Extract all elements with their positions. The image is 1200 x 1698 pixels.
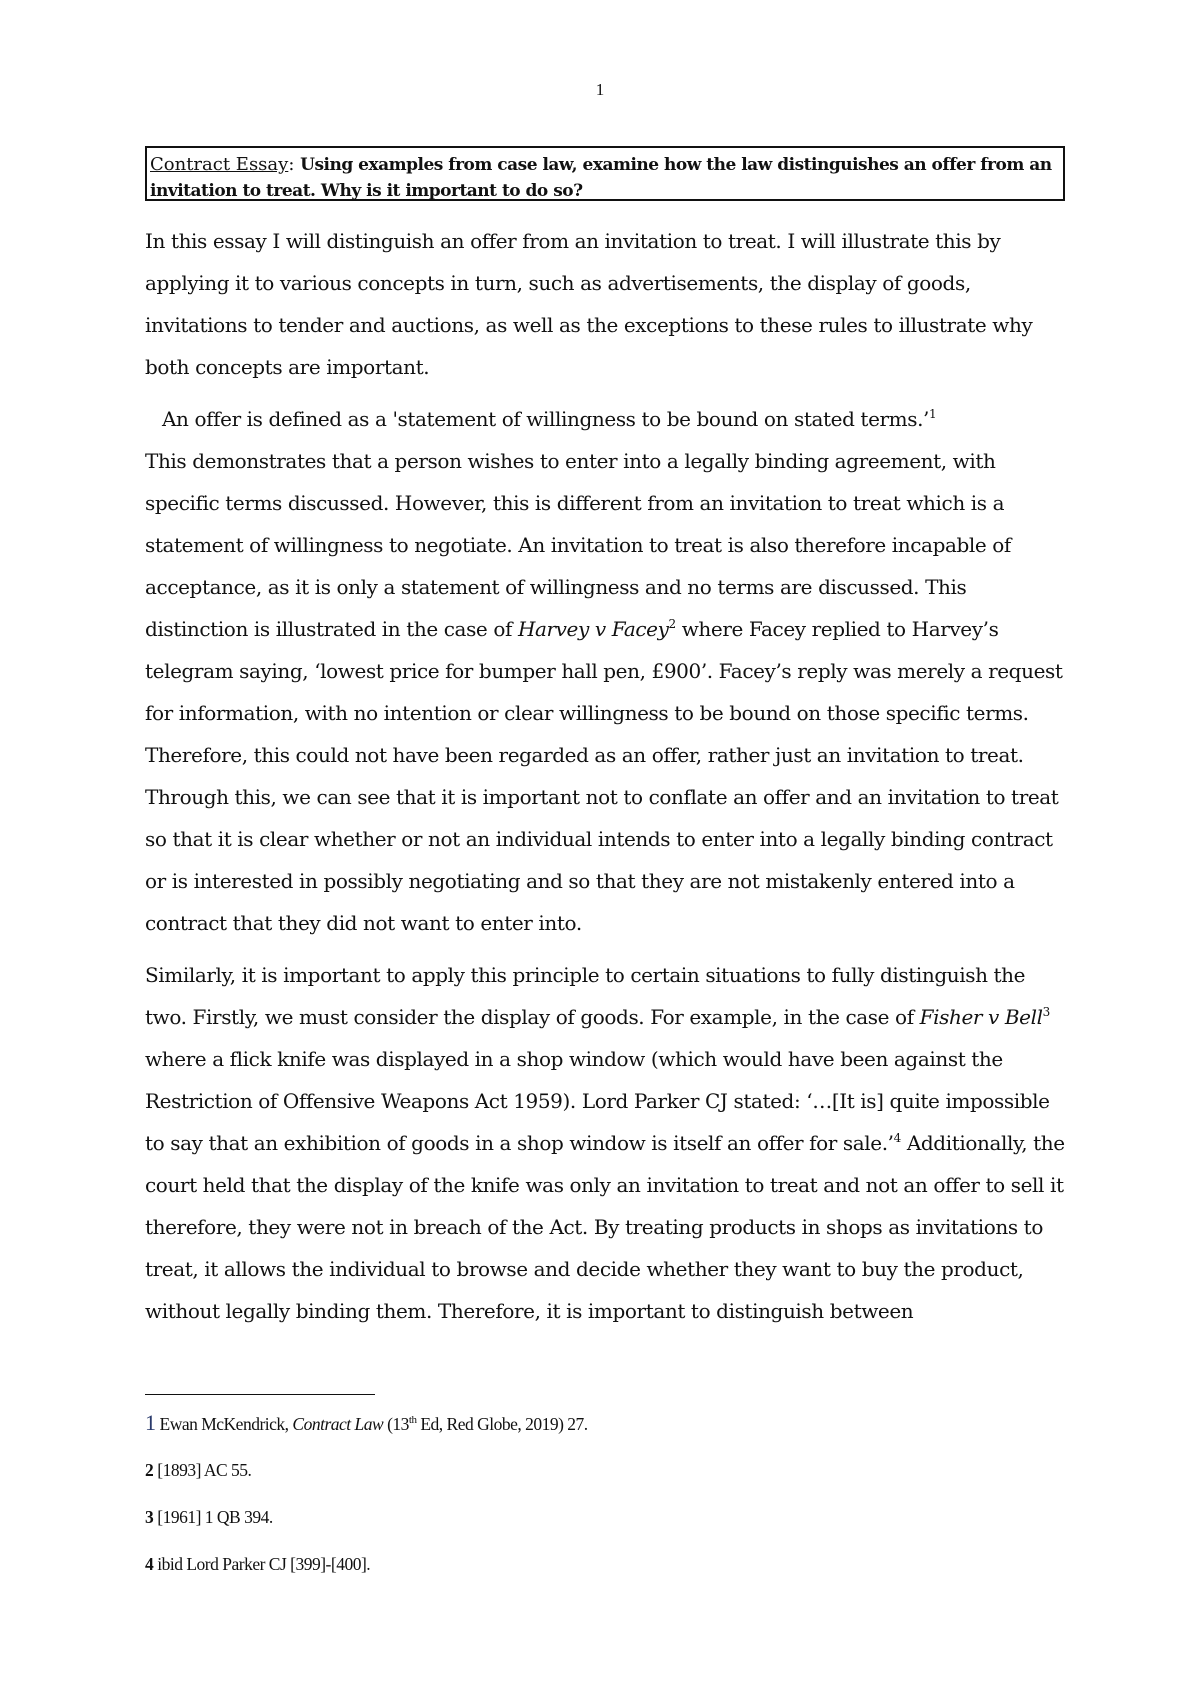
footnote-text: (13 bbox=[383, 1414, 409, 1434]
offer-paragraph bbox=[145, 398, 1070, 944]
footnote-text: Ed, Red Globe, 2019) 27. bbox=[416, 1414, 588, 1434]
display-intro: Similarly, it is important to apply this principle to certain situations to fully distinguish the two. Firstly, we must consider the display of goods. For example, in the case of bbox=[145, 963, 1026, 1029]
footnote-number: 2 bbox=[145, 1460, 154, 1480]
footnote-number: 4 bbox=[145, 1554, 154, 1574]
footnote-number: 1 bbox=[145, 1410, 156, 1435]
essay-title-separator: : bbox=[288, 154, 295, 175]
footnote-ref-1[interactable]: 1 bbox=[929, 407, 937, 421]
offer-explanation: This demonstrates that a person wishes to enter into a legally binding agreement, with specific terms discussed. However, this is different from an invitation to treat which is a statement of willingness to negotiate. An invitation to treat is also therefore incapable of acceptance, as it is only a statement of willingness and no terms are discussed. This distinction is illustrated in the case of bbox=[145, 449, 1011, 641]
display-conclusion: Additionally, the court held that the display of the knife was only an invitation to treat and not an offer to sell it therefore, they were not in breach of the Act. By treating products in shops as invitations to treat, it allows the individual to browse and decide whether they want to buy the product, without legally binding them. Therefore, it is important to distinguish between bbox=[145, 1131, 1065, 1323]
offer-explanation-cont: where Facey replied to Harvey’s telegram saying, ‘lowest price for bumper hall pen, £900’. Facey’s reply was merely a request for information, with no intention or clear willingness to be bound on those specific terms. Therefore, this could not have been regarded as an offer, rather just an invitation to treat. Through this, we can see that it is important not to conflate an offer and an invitation to treat so that it is clear whether or not an individual intends to enter into a legally binding contract or is interested in possibly negotiating and so that they are not mistakenly entered into a contract that they did not want to enter into. bbox=[145, 617, 1063, 935]
footnote-superscript: th bbox=[408, 1414, 417, 1426]
intro-paragraph: In this essay I will distinguish an offer from an invitation to treat. I will illustrate this by applying it to various concepts in turn, such as advertisements, the display of goods, invitations to tender and auctions, as well as the exceptions to these rules to illustrate why both concepts are important. bbox=[145, 229, 1033, 379]
footnote-2 bbox=[145, 1451, 1045, 1498]
display-of-goods-paragraph bbox=[145, 954, 1070, 1332]
display-quote: where a flick knife was displayed in a shop window (which would have been against the Restriction of Offensive Weapons Act 1959). Lord Parker CJ stated: ‘…[It is] quite impossible to say that an exhibition of goods in a shop window is itself an offer for sale.’ bbox=[145, 1047, 1050, 1155]
footnotes bbox=[145, 1404, 1045, 1592]
essay-body bbox=[145, 220, 1070, 1332]
footnote-text: [1961] 1 QB 394. bbox=[157, 1507, 273, 1527]
offer-definition: An offer is defined as a 'statement of willingness to be bound on stated terms.’ bbox=[162, 407, 930, 431]
essay-title-label: Contract Essay bbox=[150, 154, 289, 175]
case-harvey-v-facey: Harvey v Facey bbox=[517, 617, 669, 641]
footnote-ref-2[interactable]: 2 bbox=[668, 617, 676, 631]
footnote-number: 3 bbox=[145, 1507, 154, 1527]
essay-title-box bbox=[145, 146, 1065, 201]
footnote-ref-3[interactable]: 3 bbox=[1042, 1005, 1050, 1019]
essay-question: Using examples from case law, examine how the law distinguishes an offer from an invitation to treat. Why is it important to do so? bbox=[150, 155, 1052, 201]
footnote-text: [1893] AC 55. bbox=[157, 1460, 252, 1480]
page-number: 1 bbox=[595, 80, 605, 99]
footnote-separator bbox=[145, 1394, 375, 1395]
footnote-ref-4[interactable]: 4 bbox=[893, 1131, 901, 1145]
footnote-3 bbox=[145, 1498, 1045, 1545]
footnote-book-title: Contract Law bbox=[292, 1414, 384, 1434]
footnote-4 bbox=[145, 1545, 1045, 1592]
footnote-text: ibid Lord Parker CJ [399]-[400]. bbox=[157, 1554, 371, 1574]
footnote-1 bbox=[145, 1404, 1045, 1451]
footnote-text: Ewan McKendrick, bbox=[159, 1414, 293, 1434]
case-fisher-v-bell: Fisher v Bell bbox=[919, 1005, 1043, 1029]
